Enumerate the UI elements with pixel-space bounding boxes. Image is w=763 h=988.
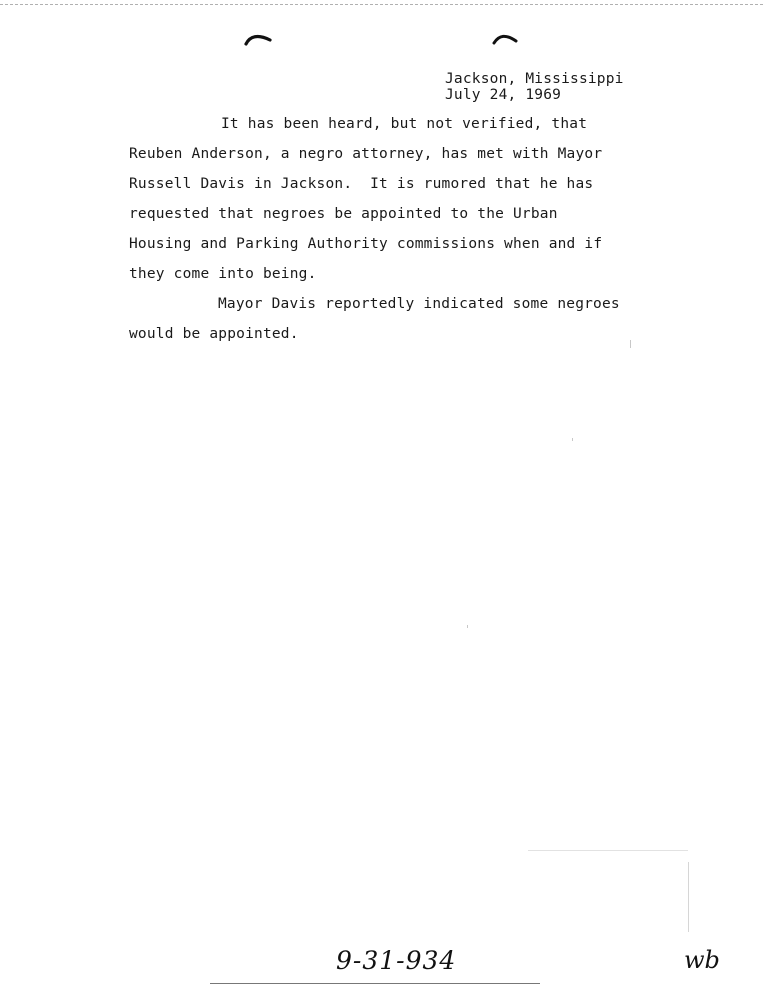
file-number: 9-31-934 — [336, 946, 457, 975]
paragraph-1-line-6: they come into being. — [129, 266, 317, 282]
scan-speck — [630, 340, 631, 348]
paragraph-2-line-2: would be appointed. — [129, 326, 299, 342]
paragraph-2-line-1: Mayor Davis reportedly indicated some negroes — [218, 296, 620, 312]
scan-speck — [688, 862, 689, 932]
initials: wb — [684, 946, 720, 974]
header-location: Jackson, Mississippi — [445, 71, 624, 87]
paragraph-1-line-1: It has been heard, but not verified, that — [221, 116, 588, 132]
scan-speck — [467, 625, 468, 628]
staple-mark-left — [244, 32, 272, 46]
paragraph-1-line-5: Housing and Parking Authority commissions when and if — [129, 236, 603, 252]
scan-speck — [572, 438, 573, 441]
paragraph-1-line-3: Russell Davis in Jackson. It is rumored that he has — [129, 176, 594, 192]
paragraph-1-line-4: requested that negroes be appointed to the Urban — [129, 206, 558, 222]
bottom-rule — [210, 983, 540, 984]
page-top-border — [0, 4, 763, 5]
staple-mark-right — [492, 32, 518, 46]
paragraph-1-line-2: Reuben Anderson, a negro attorney, has met with Mayor — [129, 146, 603, 162]
scan-speck — [528, 850, 688, 851]
header-date: July 24, 1969 — [445, 87, 562, 103]
